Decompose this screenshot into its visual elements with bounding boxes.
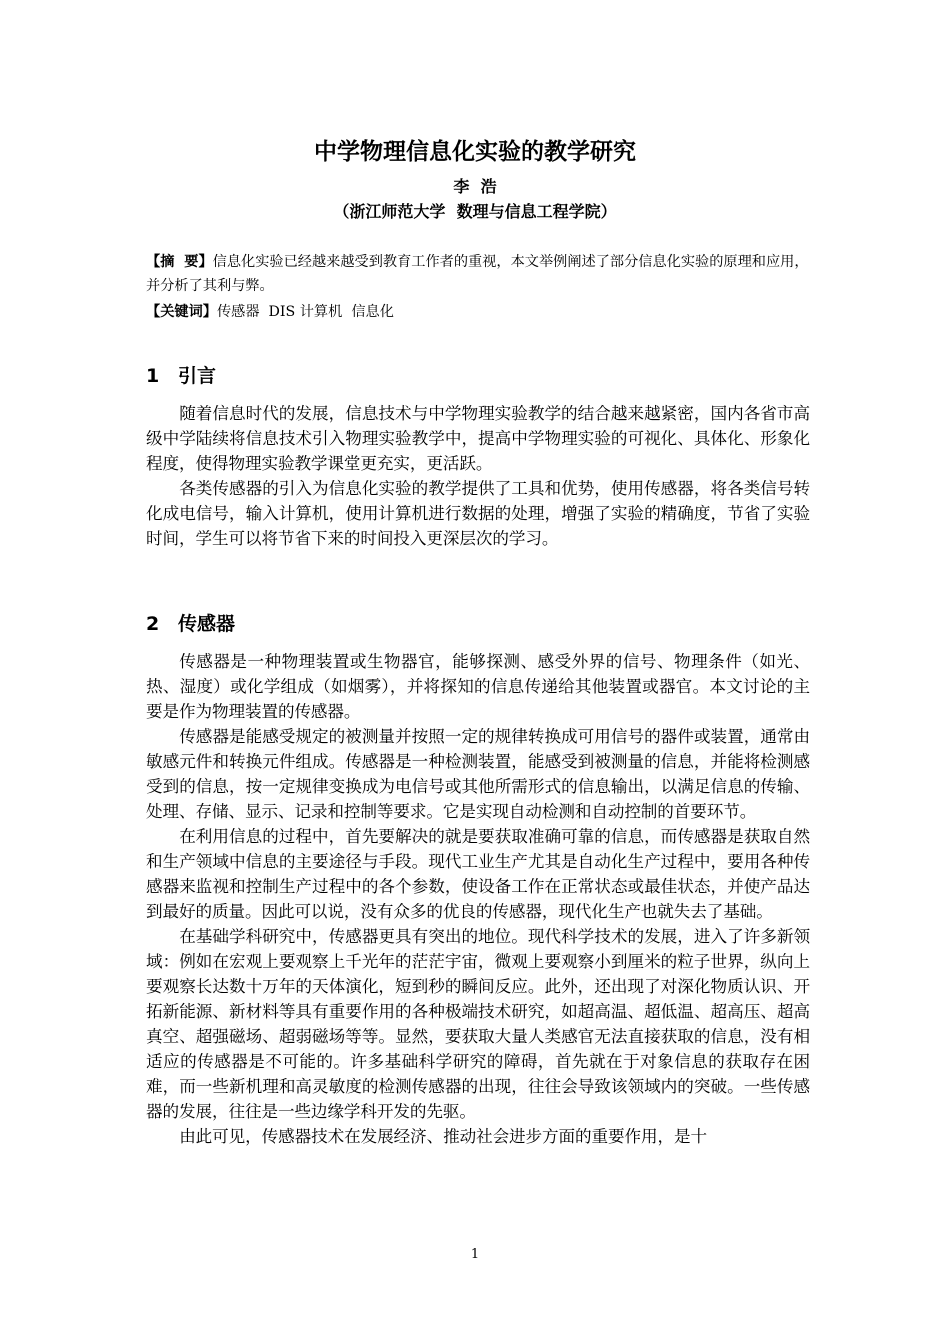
document-title: 中学物理信息化实验的教学研究 — [314, 139, 636, 165]
section-title: 传感器 — [178, 613, 236, 635]
page-number: 1 — [470, 1247, 480, 1262]
keywords — [146, 300, 810, 324]
paragraph: 传感器是一种物理装置或生物器官，能够探测、感受外界的信号、物理条件（如光、热、湿度）或化学组成（如烟雾），并将探知的信息传递给其他装置或器官。本文讨论的主要是作为物理装置的传感器。 — [146, 652, 810, 721]
abstract-label: 【摘 要】 — [146, 254, 213, 270]
author-name: 李 浩 — [453, 177, 497, 196]
section-number: 2 — [146, 613, 160, 635]
keywords-label: 【关键词】 — [146, 304, 217, 320]
abstract-text: 信息化实验已经越来越受到教育工作者的重视，本文举例阐述了部分信息化实验的原理和应用，并分析了其利与弊。 — [146, 254, 809, 294]
section-title: 引言 — [178, 365, 217, 387]
section-heading-introduction — [146, 362, 216, 390]
author-affiliation: （浙江师范大学 数理与信息工程学院） — [333, 202, 617, 221]
section-heading-sensors — [146, 610, 235, 638]
section-number: 1 — [146, 365, 160, 387]
paragraph: 随着信息时代的发展，信息技术与中学物理实验教学的结合越来越紧密，国内各省市高级中学陆续将信息技术引入物理实验教学中，提高中学物理实验的可视化、具体化、形象化程度，使得物理实验教学课堂更充实，更活跃。 — [146, 404, 810, 473]
paragraph: 在利用信息的过程中，首先要解决的就是要获取准确可靠的信息，而传感器是获取自然和生产领域中信息的主要途径与手段。现代工业生产尤其是自动化生产过程中，要用各种传感器来监视和控制生产过程中的各个参数，使设备工作在正常状态或最佳状态，并使产品达到最好的质量。因此可以说，没有众多的优良的传感器，现代化生产也就失去了基础。 — [146, 827, 810, 921]
keywords-text: 传感器 DIS 计算机 信息化 — [216, 304, 394, 320]
paragraph: 在基础学科研究中，传感器更具有突出的地位。现代科学技术的发展，进入了许多新领域：例如在宏观上要观察上千光年的茫茫宇宙，微观上要观察小到厘米的粒子世界，纵向上要观察长达数十万年的天体演化，短到秒的瞬间反应。此外，还出现了对深化物质认识、开拓新能源、新材料等具有重要作用的各种极端技术研究，如超高温、超低温、超高压、超高真空、超强磁场、超弱磁场等等。显然，要获取大量人类感官无法直接获取的信息，没有相适应的传感器是不可能的。许多基础科学研究的障碍，首先就在于对象信息的获取存在困难，而一些新机理和高灵敏度的检测传感器的出现，往往会导致该领域内的突破。一些传感器的发展，往往是一些边缘学科开发的先驱。 — [146, 927, 810, 1121]
abstract — [146, 250, 810, 298]
section-sensors-body — [146, 649, 810, 1149]
paragraph: 传感器是能感受规定的被测量并按照一定的规律转换成可用信号的器件或装置，通常由敏感元件和转换元件组成。传感器是一种检测装置，能感受到被测量的信息，并能将检测感受到的信息，按一定规律变换成为电信号或其他所需形式的信息输出，以满足信息的传输、处理、存储、显示、记录和控制等要求。它是实现自动检测和自动控制的首要环节。 — [146, 727, 810, 821]
section-introduction-body — [146, 401, 810, 551]
paragraph: 各类传感器的引入为信息化实验的教学提供了工具和优势，使用传感器，将各类信号转化成电信号，输入计算机，使用计算机进行数据的处理，增强了实验的精确度，节省了实验时间，学生可以将节省下来的时间投入更深层次的学习。 — [146, 479, 810, 548]
paragraph: 由此可见，传感器技术在发展经济、推动社会进步方面的重要作用，是十 — [179, 1127, 707, 1146]
